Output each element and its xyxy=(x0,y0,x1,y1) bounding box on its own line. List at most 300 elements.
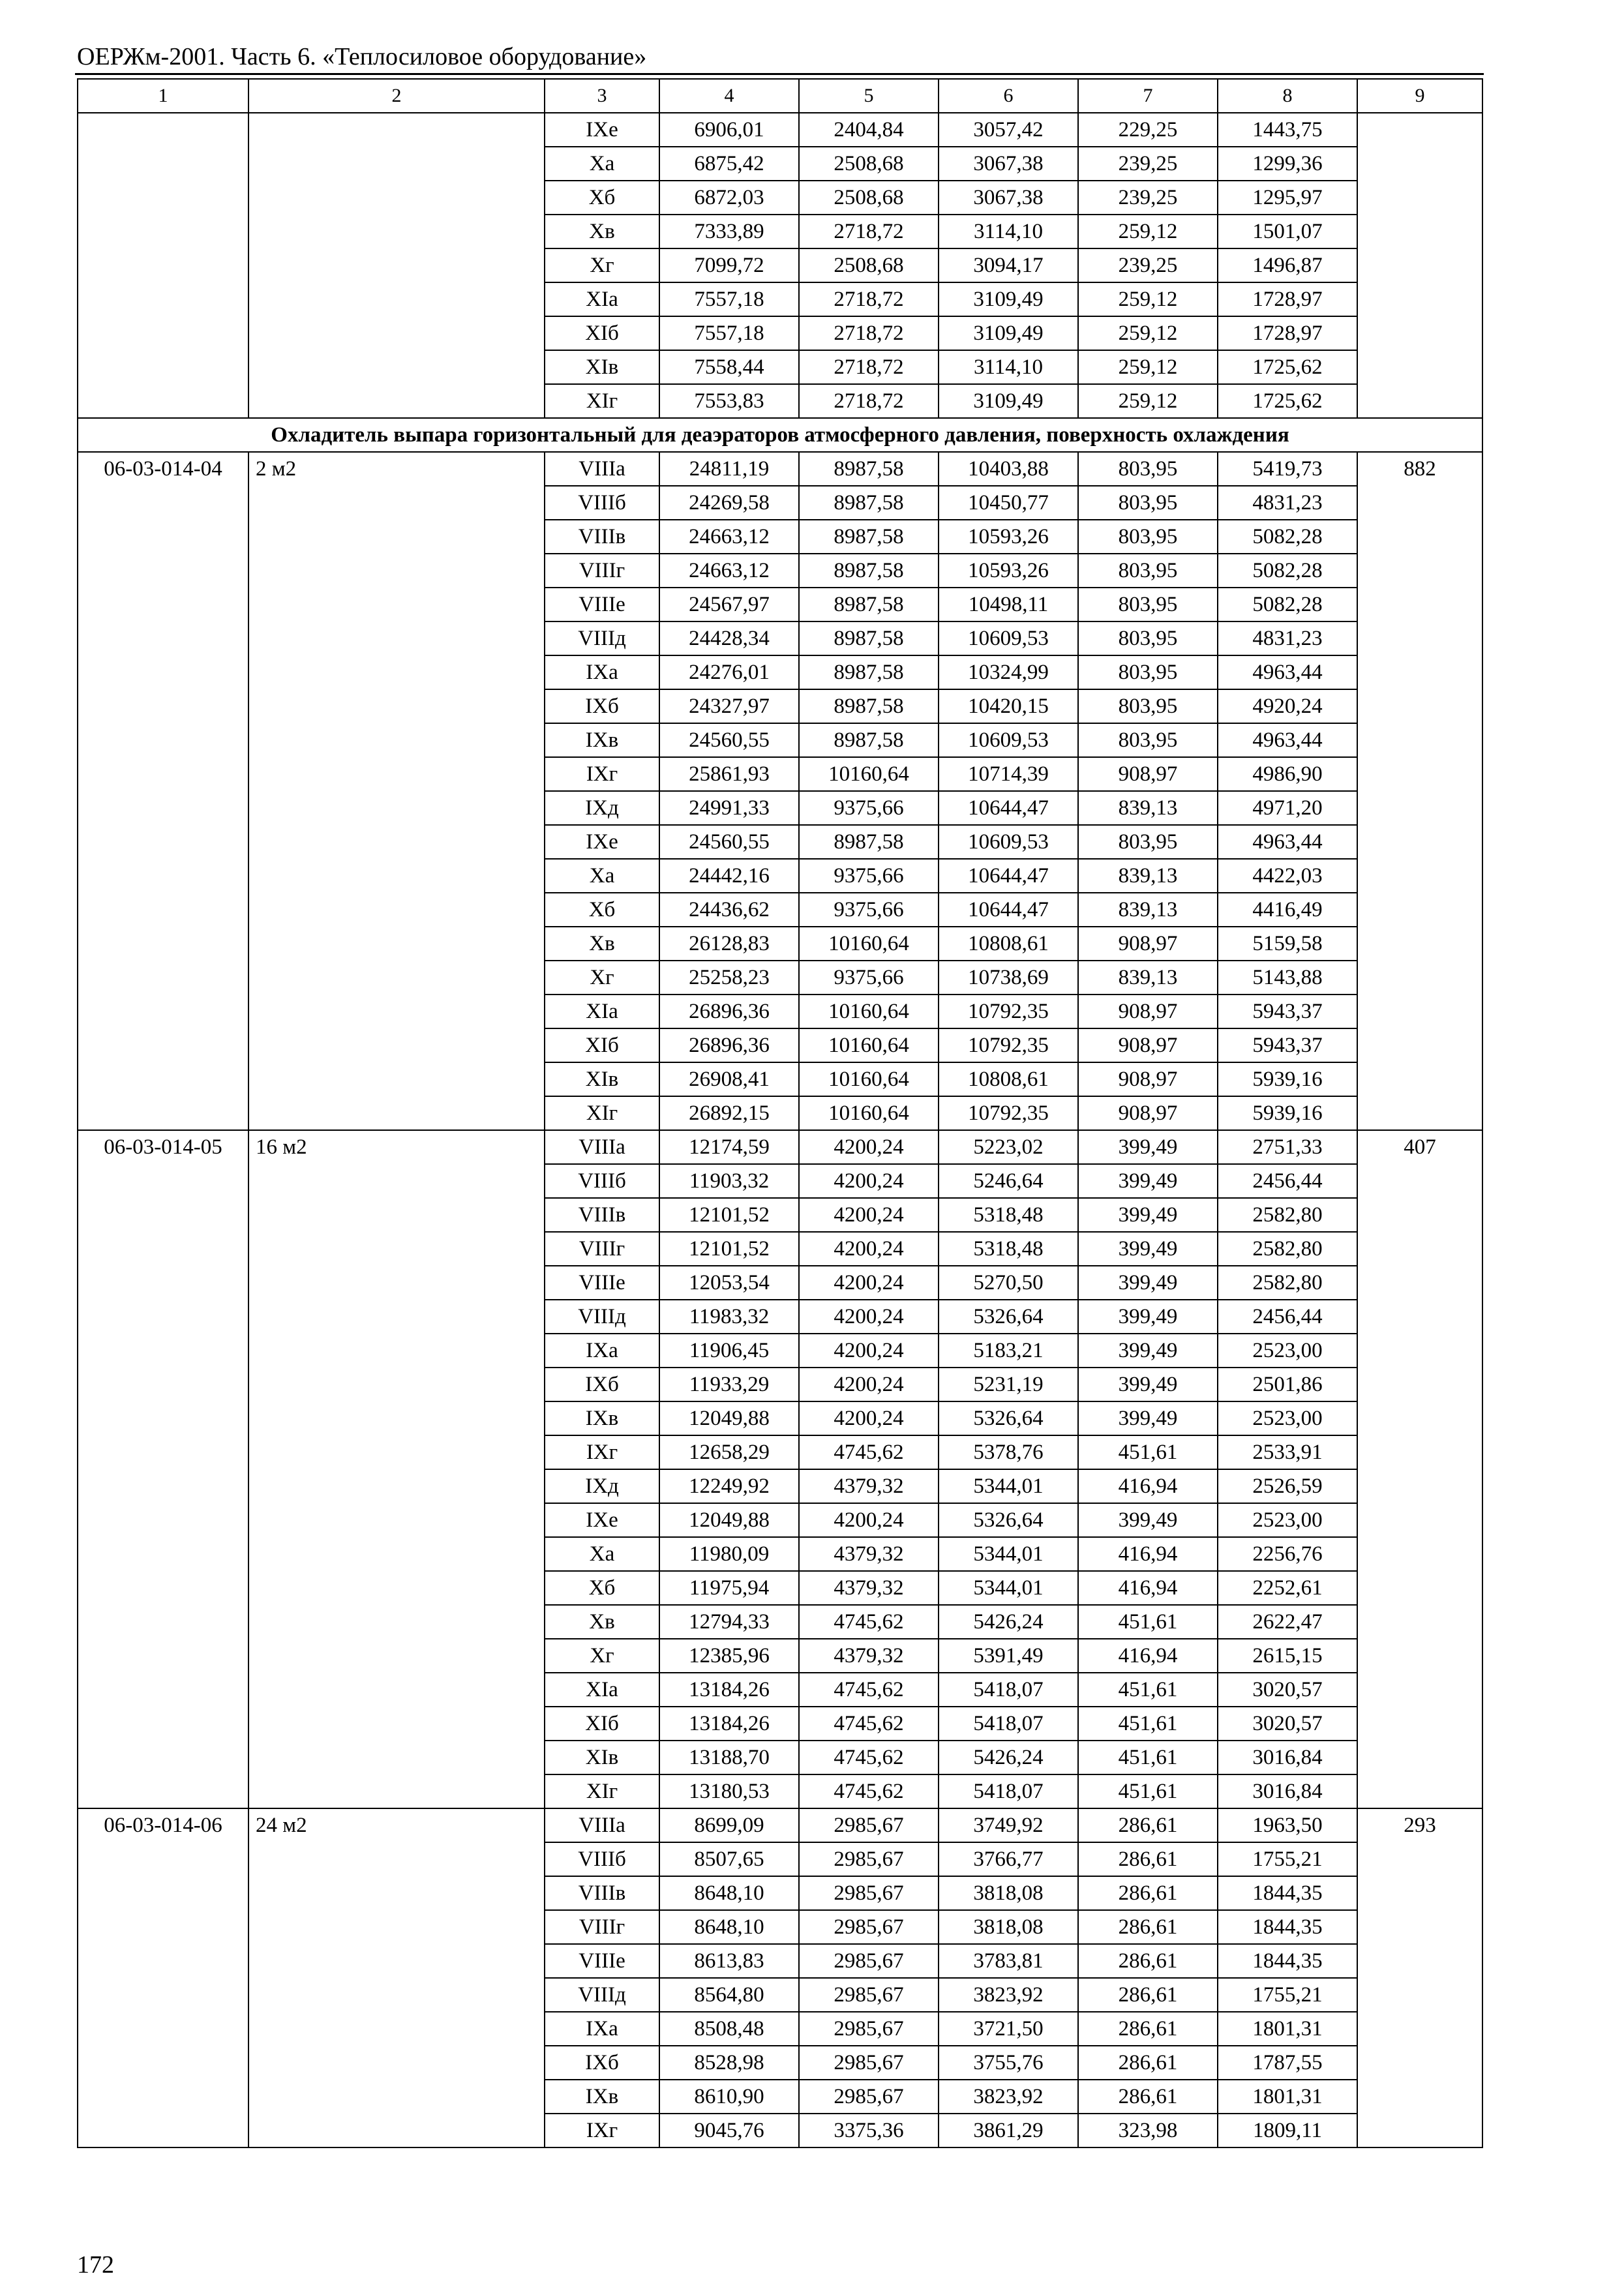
value-cell: 1787,55 xyxy=(1218,2046,1357,2080)
value-cell: 8987,58 xyxy=(799,486,939,520)
value-cell: 12658,29 xyxy=(659,1435,799,1469)
value-cell: 5231,19 xyxy=(939,1368,1078,1401)
region-cell: VIIIд xyxy=(545,621,659,655)
value-cell: 10450,77 xyxy=(939,486,1078,520)
value-cell: 8987,58 xyxy=(799,554,939,588)
value-cell: 7099,72 xyxy=(659,248,799,282)
value-cell: 5183,21 xyxy=(939,1334,1078,1368)
value-cell: 26908,41 xyxy=(659,1062,799,1096)
value-cell: 7558,44 xyxy=(659,350,799,384)
region-cell: IXд xyxy=(545,791,659,825)
value-cell: 3783,81 xyxy=(939,1944,1078,1978)
value-cell: 24560,55 xyxy=(659,723,799,757)
value-cell: 4920,24 xyxy=(1218,689,1357,723)
value-cell: 24663,12 xyxy=(659,520,799,554)
region-cell: XIв xyxy=(545,1062,659,1096)
region-cell: XIа xyxy=(545,1673,659,1707)
value-cell: 5418,07 xyxy=(939,1707,1078,1741)
value-cell: 4200,24 xyxy=(799,1300,939,1334)
value-cell: 8648,10 xyxy=(659,1910,799,1944)
value-cell: 4963,44 xyxy=(1218,825,1357,859)
column-number: 6 xyxy=(939,79,1078,113)
region-cell: VIIIб xyxy=(545,486,659,520)
value-cell: 8987,58 xyxy=(799,588,939,621)
region-cell: IXб xyxy=(545,2046,659,2080)
value-cell: 3766,77 xyxy=(939,1842,1078,1876)
value-cell: 9045,76 xyxy=(659,2114,799,2147)
value-cell: 323,98 xyxy=(1078,2114,1218,2147)
value-cell: 9375,66 xyxy=(799,893,939,927)
value-cell: 4200,24 xyxy=(799,1130,939,1164)
value-cell: 1809,11 xyxy=(1218,2114,1357,2147)
norm-cell xyxy=(1357,113,1482,418)
value-cell: 3749,92 xyxy=(939,1808,1078,1842)
value-cell: 5418,07 xyxy=(939,1673,1078,1707)
value-cell: 12249,92 xyxy=(659,1469,799,1503)
value-cell: 259,12 xyxy=(1078,282,1218,316)
value-cell: 5326,64 xyxy=(939,1503,1078,1537)
value-cell: 5082,28 xyxy=(1218,588,1357,621)
value-cell: 286,61 xyxy=(1078,1876,1218,1910)
column-number: 5 xyxy=(799,79,939,113)
value-cell: 5082,28 xyxy=(1218,520,1357,554)
value-cell: 10160,64 xyxy=(799,995,939,1028)
value-cell: 259,12 xyxy=(1078,215,1218,248)
column-number-row xyxy=(78,79,1482,113)
value-cell: 399,49 xyxy=(1078,1401,1218,1435)
column-number: 4 xyxy=(659,79,799,113)
region-cell: Xа xyxy=(545,147,659,181)
value-cell: 908,97 xyxy=(1078,995,1218,1028)
page-number: 172 xyxy=(77,2251,114,2279)
value-cell: 2985,67 xyxy=(799,1842,939,1876)
region-cell: IXг xyxy=(545,2114,659,2147)
value-cell: 5318,48 xyxy=(939,1232,1078,1266)
region-cell: IXа xyxy=(545,1334,659,1368)
value-cell: 5344,01 xyxy=(939,1571,1078,1605)
region-cell: Xа xyxy=(545,1537,659,1571)
column-number: 8 xyxy=(1218,79,1357,113)
region-cell: VIIIг xyxy=(545,554,659,588)
value-cell: 5391,49 xyxy=(939,1639,1078,1673)
value-cell: 10808,61 xyxy=(939,927,1078,961)
value-cell: 4986,90 xyxy=(1218,757,1357,791)
value-cell: 6906,01 xyxy=(659,113,799,147)
value-cell: 26128,83 xyxy=(659,927,799,961)
value-cell: 24269,58 xyxy=(659,486,799,520)
value-cell: 3094,17 xyxy=(939,248,1078,282)
value-cell: 4745,62 xyxy=(799,1605,939,1639)
value-cell: 3016,84 xyxy=(1218,1741,1357,1774)
value-cell: 11906,45 xyxy=(659,1334,799,1368)
value-cell: 9375,66 xyxy=(799,859,939,893)
value-cell: 1844,35 xyxy=(1218,1876,1357,1910)
value-cell: 2582,80 xyxy=(1218,1198,1357,1232)
value-cell: 399,49 xyxy=(1078,1164,1218,1198)
value-cell: 839,13 xyxy=(1078,859,1218,893)
value-cell: 7557,18 xyxy=(659,316,799,350)
region-cell: Xв xyxy=(545,215,659,248)
region-cell: IXв xyxy=(545,2080,659,2114)
value-cell: 399,49 xyxy=(1078,1503,1218,1537)
value-cell: 803,95 xyxy=(1078,621,1218,655)
value-cell: 10160,64 xyxy=(799,1062,939,1096)
value-cell: 5344,01 xyxy=(939,1469,1078,1503)
value-cell: 416,94 xyxy=(1078,1571,1218,1605)
value-cell: 1755,21 xyxy=(1218,1842,1357,1876)
value-cell: 2526,59 xyxy=(1218,1469,1357,1503)
value-cell: 4745,62 xyxy=(799,1707,939,1741)
value-cell: 10792,35 xyxy=(939,995,1078,1028)
value-cell: 2456,44 xyxy=(1218,1164,1357,1198)
value-cell: 2985,67 xyxy=(799,2046,939,2080)
value-cell: 3114,10 xyxy=(939,350,1078,384)
table-body xyxy=(78,79,1482,2147)
value-cell: 259,12 xyxy=(1078,316,1218,350)
value-cell: 3057,42 xyxy=(939,113,1078,147)
region-cell: Xв xyxy=(545,927,659,961)
table-row xyxy=(78,113,1482,147)
value-cell: 839,13 xyxy=(1078,961,1218,995)
value-cell: 2523,00 xyxy=(1218,1334,1357,1368)
value-cell: 5426,24 xyxy=(939,1741,1078,1774)
page-header-title: ОЕРЖм-2001. Часть 6. «Теплосиловое оборудование» xyxy=(77,43,647,70)
value-cell: 803,95 xyxy=(1078,588,1218,621)
column-number: 7 xyxy=(1078,79,1218,113)
value-cell: 2985,67 xyxy=(799,1808,939,1842)
value-cell: 10160,64 xyxy=(799,757,939,791)
value-cell: 4200,24 xyxy=(799,1503,939,1537)
table-row xyxy=(78,1808,1482,1842)
column-number: 3 xyxy=(545,79,659,113)
value-cell: 8528,98 xyxy=(659,2046,799,2080)
value-cell: 2718,72 xyxy=(799,350,939,384)
value-cell: 4200,24 xyxy=(799,1368,939,1401)
value-cell: 2404,84 xyxy=(799,113,939,147)
price-table xyxy=(77,78,1483,2148)
value-cell: 5419,73 xyxy=(1218,452,1357,486)
value-cell: 451,61 xyxy=(1078,1673,1218,1707)
value-cell: 1844,35 xyxy=(1218,1944,1357,1978)
value-cell: 399,49 xyxy=(1078,1232,1218,1266)
value-cell: 1755,21 xyxy=(1218,1978,1357,2012)
value-cell: 2456,44 xyxy=(1218,1300,1357,1334)
value-cell: 10498,11 xyxy=(939,588,1078,621)
region-cell: VIIIе xyxy=(545,588,659,621)
value-cell: 2985,67 xyxy=(799,2012,939,2046)
value-cell: 1728,97 xyxy=(1218,316,1357,350)
region-cell: IXе xyxy=(545,113,659,147)
position-name: 24 м2 xyxy=(248,1808,545,2147)
value-cell: 416,94 xyxy=(1078,1639,1218,1673)
value-cell: 1443,75 xyxy=(1218,113,1357,147)
value-cell: 26896,36 xyxy=(659,1028,799,1062)
region-cell: Xг xyxy=(545,248,659,282)
value-cell: 4745,62 xyxy=(799,1741,939,1774)
value-cell: 8699,09 xyxy=(659,1808,799,1842)
value-cell: 2985,67 xyxy=(799,1978,939,2012)
value-cell: 13184,26 xyxy=(659,1673,799,1707)
value-cell: 2718,72 xyxy=(799,316,939,350)
value-cell: 10420,15 xyxy=(939,689,1078,723)
value-cell: 1963,50 xyxy=(1218,1808,1357,1842)
region-cell: XIа xyxy=(545,282,659,316)
value-cell: 4200,24 xyxy=(799,1401,939,1435)
value-cell: 8987,58 xyxy=(799,621,939,655)
region-cell: IXе xyxy=(545,1503,659,1537)
value-cell: 3755,76 xyxy=(939,2046,1078,2080)
value-cell: 2985,67 xyxy=(799,1910,939,1944)
region-cell: XIг xyxy=(545,1774,659,1808)
position-code: 06-03-014-04 xyxy=(78,452,248,1130)
region-cell: VIIIг xyxy=(545,1232,659,1266)
value-cell: 24991,33 xyxy=(659,791,799,825)
value-cell: 3016,84 xyxy=(1218,1774,1357,1808)
value-cell: 5143,88 xyxy=(1218,961,1357,995)
value-cell: 10644,47 xyxy=(939,893,1078,927)
value-cell: 8987,58 xyxy=(799,689,939,723)
value-cell: 24811,19 xyxy=(659,452,799,486)
value-cell: 12174,59 xyxy=(659,1130,799,1164)
region-cell: VIIIв xyxy=(545,1876,659,1910)
region-cell: IXв xyxy=(545,1401,659,1435)
position-code xyxy=(78,113,248,418)
value-cell: 239,25 xyxy=(1078,181,1218,215)
value-cell: 2508,68 xyxy=(799,181,939,215)
value-cell: 2718,72 xyxy=(799,215,939,248)
value-cell: 9375,66 xyxy=(799,961,939,995)
region-cell: IXв xyxy=(545,723,659,757)
region-cell: IXе xyxy=(545,825,659,859)
region-cell: IXд xyxy=(545,1469,659,1503)
value-cell: 10160,64 xyxy=(799,927,939,961)
value-cell: 6872,03 xyxy=(659,181,799,215)
section-title: Охладитель выпара горизонтальный для деаэраторов атмосферного давления, поверхность охлаждения xyxy=(78,418,1482,452)
value-cell: 451,61 xyxy=(1078,1435,1218,1469)
value-cell: 286,61 xyxy=(1078,1910,1218,1944)
value-cell: 4379,32 xyxy=(799,1639,939,1673)
value-cell: 4200,24 xyxy=(799,1164,939,1198)
value-cell: 10609,53 xyxy=(939,825,1078,859)
value-cell: 2751,33 xyxy=(1218,1130,1357,1164)
region-cell: IXг xyxy=(545,1435,659,1469)
value-cell: 5270,50 xyxy=(939,1266,1078,1300)
value-cell: 25861,93 xyxy=(659,757,799,791)
value-cell: 399,49 xyxy=(1078,1198,1218,1232)
value-cell: 4971,20 xyxy=(1218,791,1357,825)
value-cell: 4200,24 xyxy=(799,1198,939,1232)
value-cell: 5318,48 xyxy=(939,1198,1078,1232)
value-cell: 4831,23 xyxy=(1218,621,1357,655)
value-cell: 8987,58 xyxy=(799,655,939,689)
value-cell: 10160,64 xyxy=(799,1028,939,1062)
value-cell: 12794,33 xyxy=(659,1605,799,1639)
value-cell: 3375,36 xyxy=(799,2114,939,2147)
value-cell: 10593,26 xyxy=(939,554,1078,588)
value-cell: 4745,62 xyxy=(799,1673,939,1707)
norm-cell: 293 xyxy=(1357,1808,1482,2147)
value-cell: 4963,44 xyxy=(1218,655,1357,689)
value-cell: 24276,01 xyxy=(659,655,799,689)
value-cell: 2523,00 xyxy=(1218,1401,1357,1435)
value-cell: 803,95 xyxy=(1078,689,1218,723)
header-rule xyxy=(75,73,1484,75)
value-cell: 286,61 xyxy=(1078,1978,1218,2012)
value-cell: 11903,32 xyxy=(659,1164,799,1198)
value-cell: 8987,58 xyxy=(799,825,939,859)
position-name: 2 м2 xyxy=(248,452,545,1130)
value-cell: 13188,70 xyxy=(659,1741,799,1774)
position-name: 16 м2 xyxy=(248,1130,545,1808)
value-cell: 3818,08 xyxy=(939,1910,1078,1944)
region-cell: VIIIб xyxy=(545,1842,659,1876)
value-cell: 1725,62 xyxy=(1218,384,1357,418)
value-cell: 239,25 xyxy=(1078,147,1218,181)
value-cell: 11933,29 xyxy=(659,1368,799,1401)
value-cell: 8987,58 xyxy=(799,520,939,554)
value-cell: 26896,36 xyxy=(659,995,799,1028)
value-cell: 3109,49 xyxy=(939,282,1078,316)
value-cell: 2533,91 xyxy=(1218,1435,1357,1469)
position-name xyxy=(248,113,545,418)
value-cell: 12385,96 xyxy=(659,1639,799,1673)
value-cell: 259,12 xyxy=(1078,384,1218,418)
value-cell: 24436,62 xyxy=(659,893,799,927)
section-row xyxy=(78,418,1482,452)
value-cell: 10160,64 xyxy=(799,1096,939,1130)
table-row xyxy=(78,452,1482,486)
value-cell: 4379,32 xyxy=(799,1469,939,1503)
value-cell: 4200,24 xyxy=(799,1232,939,1266)
value-cell: 2501,86 xyxy=(1218,1368,1357,1401)
value-cell: 1728,97 xyxy=(1218,282,1357,316)
value-cell: 2985,67 xyxy=(799,2080,939,2114)
value-cell: 399,49 xyxy=(1078,1334,1218,1368)
region-cell: VIIIа xyxy=(545,1130,659,1164)
value-cell: 5426,24 xyxy=(939,1605,1078,1639)
value-cell: 12101,52 xyxy=(659,1232,799,1266)
value-cell: 286,61 xyxy=(1078,1842,1218,1876)
value-cell: 2508,68 xyxy=(799,147,939,181)
value-cell: 1299,36 xyxy=(1218,147,1357,181)
region-cell: XIа xyxy=(545,995,659,1028)
value-cell: 4416,49 xyxy=(1218,893,1357,927)
value-cell: 5943,37 xyxy=(1218,995,1357,1028)
value-cell: 8508,48 xyxy=(659,2012,799,2046)
value-cell: 4422,03 xyxy=(1218,859,1357,893)
value-cell: 839,13 xyxy=(1078,893,1218,927)
table-row xyxy=(78,1130,1482,1164)
value-cell: 10792,35 xyxy=(939,1028,1078,1062)
value-cell: 2256,76 xyxy=(1218,1537,1357,1571)
value-cell: 1801,31 xyxy=(1218,2080,1357,2114)
value-cell: 3818,08 xyxy=(939,1876,1078,1910)
value-cell: 5246,64 xyxy=(939,1164,1078,1198)
value-cell: 5943,37 xyxy=(1218,1028,1357,1062)
value-cell: 10792,35 xyxy=(939,1096,1078,1130)
value-cell: 399,49 xyxy=(1078,1300,1218,1334)
value-cell: 1801,31 xyxy=(1218,2012,1357,2046)
value-cell: 3109,49 xyxy=(939,316,1078,350)
value-cell: 10593,26 xyxy=(939,520,1078,554)
region-cell: VIIIг xyxy=(545,1910,659,1944)
region-cell: XIб xyxy=(545,316,659,350)
value-cell: 451,61 xyxy=(1078,1707,1218,1741)
value-cell: 10644,47 xyxy=(939,859,1078,893)
value-cell: 451,61 xyxy=(1078,1741,1218,1774)
value-cell: 4379,32 xyxy=(799,1571,939,1605)
value-cell: 908,97 xyxy=(1078,757,1218,791)
value-cell: 5326,64 xyxy=(939,1300,1078,1334)
value-cell: 2523,00 xyxy=(1218,1503,1357,1537)
value-cell: 10609,53 xyxy=(939,723,1078,757)
value-cell: 259,12 xyxy=(1078,350,1218,384)
value-cell: 2582,80 xyxy=(1218,1266,1357,1300)
region-cell: Xг xyxy=(545,1639,659,1673)
value-cell: 8987,58 xyxy=(799,452,939,486)
region-cell: IXб xyxy=(545,1368,659,1401)
value-cell: 1844,35 xyxy=(1218,1910,1357,1944)
region-cell: VIIIд xyxy=(545,1978,659,2012)
value-cell: 839,13 xyxy=(1078,791,1218,825)
value-cell: 3020,57 xyxy=(1218,1673,1357,1707)
region-cell: Xб xyxy=(545,181,659,215)
value-cell: 13180,53 xyxy=(659,1774,799,1808)
value-cell: 5939,16 xyxy=(1218,1096,1357,1130)
value-cell: 286,61 xyxy=(1078,2012,1218,2046)
value-cell: 5159,58 xyxy=(1218,927,1357,961)
value-cell: 10644,47 xyxy=(939,791,1078,825)
value-cell: 10609,53 xyxy=(939,621,1078,655)
value-cell: 3721,50 xyxy=(939,2012,1078,2046)
value-cell: 13184,26 xyxy=(659,1707,799,1741)
region-cell: VIIIе xyxy=(545,1266,659,1300)
value-cell: 3067,38 xyxy=(939,181,1078,215)
value-cell: 286,61 xyxy=(1078,1944,1218,1978)
region-cell: VIIIд xyxy=(545,1300,659,1334)
value-cell: 2508,68 xyxy=(799,248,939,282)
region-cell: VIIIа xyxy=(545,1808,659,1842)
value-cell: 24663,12 xyxy=(659,554,799,588)
value-cell: 286,61 xyxy=(1078,1808,1218,1842)
value-cell: 5082,28 xyxy=(1218,554,1357,588)
value-cell: 3067,38 xyxy=(939,147,1078,181)
value-cell: 908,97 xyxy=(1078,1028,1218,1062)
value-cell: 803,95 xyxy=(1078,825,1218,859)
value-cell: 8613,83 xyxy=(659,1944,799,1978)
value-cell: 10403,88 xyxy=(939,452,1078,486)
region-cell: IXг xyxy=(545,757,659,791)
value-cell: 2615,15 xyxy=(1218,1639,1357,1673)
value-cell: 908,97 xyxy=(1078,927,1218,961)
value-cell: 11983,32 xyxy=(659,1300,799,1334)
region-cell: XIг xyxy=(545,384,659,418)
value-cell: 2718,72 xyxy=(799,384,939,418)
value-cell: 8507,65 xyxy=(659,1842,799,1876)
value-cell: 5223,02 xyxy=(939,1130,1078,1164)
value-cell: 399,49 xyxy=(1078,1368,1218,1401)
value-cell: 416,94 xyxy=(1078,1469,1218,1503)
value-cell: 803,95 xyxy=(1078,520,1218,554)
value-cell: 5378,76 xyxy=(939,1435,1078,1469)
value-cell: 2582,80 xyxy=(1218,1232,1357,1266)
region-cell: XIб xyxy=(545,1028,659,1062)
region-cell: Xб xyxy=(545,893,659,927)
region-cell: XIв xyxy=(545,350,659,384)
value-cell: 8987,58 xyxy=(799,723,939,757)
value-cell: 7333,89 xyxy=(659,215,799,248)
value-cell: 11975,94 xyxy=(659,1571,799,1605)
